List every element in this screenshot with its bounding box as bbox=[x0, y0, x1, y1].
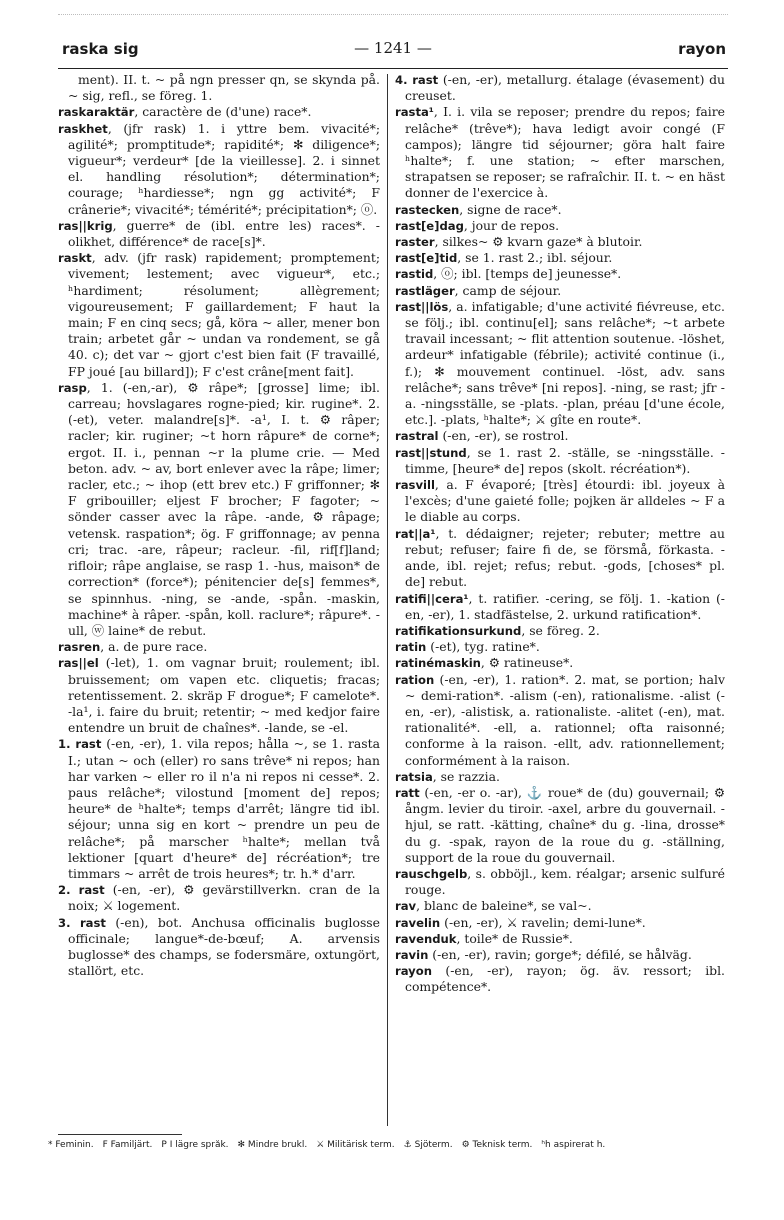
headword: rastläger bbox=[395, 283, 455, 298]
headword: rast||stund bbox=[395, 445, 467, 460]
dictionary-entry: 1. rast (-en, -er), 1. vila repos; hålla ~, se 1. rasta I.; utan ~ och (eller) ro sans trêve* ni repos; han har varken ~ eller ro il n'a ni repos ni cesse*. 2. paus relâche*; vilostund [moment de] repos; heure* de ʰhalte*; temps d'arrêt; längre tid ibl. séjour; unna sig en kort ~ prendre un peu de relâche*; på marscher ʰhalte*; mellan två lektioner [quart d'heure* de] récréation*; tre timmars ~ arrêt de trois heures*; tr. h.* d'arr. bbox=[58, 736, 380, 881]
headword: rast[e]dag bbox=[395, 218, 464, 233]
headword: 4. rast bbox=[395, 73, 439, 87]
dictionary-entry: 2. rast (-en, -er), ⚙ gevärstillverkn. cran de la noix; ⚔ logement. bbox=[58, 882, 380, 914]
headword: ras||krig bbox=[58, 218, 113, 233]
dictionary-entry: rayon (-en, -er), rayon; ög. äv. ressort; ibl. compétence*. bbox=[395, 963, 725, 995]
dictionary-entry: rasp, 1. (-en,-ar), ⚙ râpe*; [grosse] lime; ibl. carreau; hovslagares rogne-pied; kir. rugine*. 2. (-et), veter. malandre[s]*. -a¹, I. t. ⚙ râper; racler; kir. ruginer; ~t horn râpure* de corne*; ergot. II. i., pennan ~r la plume crie. — Med beton. adv. ~ av, bort enlever avec la râpe; limer; racler, etc.; ~ ihop (ett brev etc.) F griffonner; ✻ F gribouiller; eljest F brocher; F fagoter; ~ sönder casser avec la râpe. -ande, ⚙ râpage; vetensk. raspation*; ög. F griffonnage; av penna cri; trac. -are, râpeur; racleur. -fil, rif[f]land; rifloir; râpe anglaise, se rasp 1. -hus, maison* de correction* (force*); pénitencier de[s] femmes*, se spinnhus. -ning, se -ande, -spån. -maskin, machine* à râper. -spån, koll. raclure*; râpure*. -ull, ⓦ laine* de rebut. bbox=[58, 379, 380, 638]
headword: raskt bbox=[58, 251, 92, 266]
dictionary-entry: rasren, a. de pure race. bbox=[58, 639, 208, 655]
dictionary-entry: rastral (-en, -er), se rostrol. bbox=[395, 428, 569, 444]
dictionary-entry: rauschgelb, s. obböjl., kem. réalgar; arsenic sulfuré rouge. bbox=[395, 865, 725, 898]
headword: rastid bbox=[395, 267, 434, 282]
headword: ravelin bbox=[395, 915, 441, 930]
dictionary-entry: ment). II. t. ~ på ngn presser qn, se skynda på. ~ sig, refl., se föreg. 1. bbox=[68, 72, 380, 104]
headword: rastral bbox=[395, 429, 439, 444]
headword: rasta¹ bbox=[395, 105, 434, 120]
legend-item: F Familjärt. bbox=[102, 1140, 153, 1150]
dictionary-entry: rast[e]dag, jour de repos. bbox=[395, 217, 560, 233]
legend-item: P I lägre språk. bbox=[161, 1140, 229, 1150]
headword: raster bbox=[395, 235, 435, 250]
dictionary-entry: rast[e]tid, se 1. rast 2.; ibl. séjour. bbox=[395, 250, 613, 266]
headword: rat||a¹ bbox=[395, 526, 436, 541]
headword: raskhet bbox=[58, 121, 108, 136]
headword: ratifikationsurkund bbox=[395, 623, 522, 638]
headword: 2. rast bbox=[58, 883, 105, 898]
page-number: — 1241 — bbox=[354, 39, 432, 57]
dictionary-entry: rastid, ⓞ; ibl. [temps de] jeunesse*. bbox=[395, 266, 622, 282]
headword: rast||lös bbox=[395, 299, 449, 314]
headword: ravin bbox=[395, 947, 429, 962]
headword: rayon bbox=[395, 964, 432, 979]
dictionary-entry: ravelin (-en, -er), ⚔ ravelin; demi-lune*. bbox=[395, 914, 646, 930]
dictionary-entry: ratinémaskin, ⚙ ratineuse*. bbox=[395, 655, 574, 671]
legend-item: ✻ Mindre brukl. bbox=[237, 1140, 308, 1150]
headword: rasvill bbox=[395, 478, 435, 493]
footnote-rule bbox=[58, 1134, 182, 1135]
dictionary-entry: rasta¹, I. i. vila se reposer; prendre du repos; faire relâche* (trêve*); hava ledigt avoir congé (F campos); längre tid séjourner; göra halt faire ʰhalte*; f. une station; ~ efter marschen, strapatsen se reposer; se rafraîchir. II. t. ~ en häst donner de l'exercice à. bbox=[395, 104, 725, 201]
abbreviation-legend bbox=[48, 1140, 734, 1150]
dictionary-entry: ravin (-en, -er), ravin; gorge*; défilé, se hålväg. bbox=[395, 946, 692, 962]
dictionary-entry: raskhet, (jfr rask) 1. i yttre bem. vivacité*; agilité*; promptitude*; rapidité*; ✻ diligence*; vigueur*; verdeur* [de la vieillesse]. 2. i sinnet el. handling résolution*; détermination*; courage; ʰhardiesse*; ngn gg activité*; F crânerie*; vivacité*; témérité*; précipitation*; ⓞ. bbox=[58, 120, 380, 217]
header-right-guideword: rayon bbox=[678, 40, 726, 58]
dictionary-entry: ratt (-en, -er o. -ar), ⚓ roue* de (du) gouvernail; ⚙ ångm. levier du tiroir. -axel, arbre du gouvernail. -hjul, se ratt. -kätting, chaîne* du g. -lina, drosse* du g. -spak, rayon de la roue du g. -ställning, support de la roue du gouvernail. bbox=[395, 784, 725, 865]
right-column bbox=[395, 72, 725, 1132]
dictionary-entry: raster, silkes~ ⚙ kvarn gaze* à blutoir. bbox=[395, 234, 643, 250]
dictionary-entry: 3. rast (-en), bot. Anchusa officinalis buglosse officinale; langue*-de-bœuf; A. arvensis buglosse* des champs, se fodersmäre, oxtungört, stallört, etc. bbox=[58, 914, 380, 979]
dictionary-entry: rat||a¹, t. dédaigner; rejeter; rebuter; mettre au rebut; refuser; faire fi de, se försmå, förkasta. -ande, ibl. rejet; refus; rebut. -gods, [choses* pl. de] rebut. bbox=[395, 525, 725, 590]
headword: ratsia bbox=[395, 769, 433, 784]
column-divider bbox=[387, 74, 388, 1126]
legend-item: ʰh aspirerat h. bbox=[541, 1140, 606, 1150]
dictionary-entry: rav, blanc de baleine*, se val~. bbox=[395, 898, 592, 914]
dictionary-entry: raskaraktär, caractère de (d'une) race*. bbox=[58, 104, 312, 120]
headword: rav bbox=[395, 899, 417, 914]
headword: ravenduk bbox=[395, 931, 457, 946]
dictionary-entry: rasvill, a. F évaporé; [très] étourdi: ibl. joyeux à l'excès; d'une gaieté folle; pojken är alldeles ~ F a le diable au corps. bbox=[395, 477, 725, 525]
legend-item: ⚓ Sjöterm. bbox=[403, 1140, 453, 1150]
dictionary-entry: rast||stund, se 1. rast 2. -ställe, se -ningsställe. -timme, [heure* de] repos (skolt. récréation*). bbox=[395, 444, 725, 476]
top-dotted-rule bbox=[58, 14, 728, 15]
dictionary-entry: ratin (-et), tyg. ratine*. bbox=[395, 639, 540, 655]
dictionary-entry: ratifikationsurkund, se föreg. 2. bbox=[395, 622, 600, 638]
header-left-guideword: raska sig bbox=[62, 40, 139, 58]
headword: rasp bbox=[58, 380, 87, 395]
legend-item: ⚔ Militärisk term. bbox=[316, 1140, 395, 1150]
headword: rast[e]tid bbox=[395, 251, 458, 266]
headword: 3. rast bbox=[58, 915, 106, 930]
dictionary-entry: ratsia, se razzia. bbox=[395, 768, 500, 784]
dictionary-entry: 4. rast (-en, -er), metallurg. étalage (évasement) du creuset. bbox=[395, 72, 725, 104]
headword: ras||el bbox=[58, 656, 99, 671]
dictionary-entry: ration (-en, -er), 1. ration*. 2. mat, se portion; halv ~ demi-ration*. -alism (-en), rationalisme. -alist (-en, -er), -alistisk, a. rationaliste. -alitet (-en), mat. rationalité*. -ell, a. rationnel; ofta raisonné; conforme à la raison. -ellt, adv. rationnellement; conformément à la raison. bbox=[395, 671, 725, 768]
dictionary-entry: rast||lös, a. infatigable; d'une activité fiévreuse, etc. se följ.; ibl. continu[el]; sans relâche*; ~t arbete travail incessant; ~ flit attention soutenue. -löshet, ardeur* infatigable (fébrile); activité continue (i., f.); ✻ mouvement continuel. -löst, adv. sans relâche*; sans trêve* [ni repos]. -ning, se rast; jfr -a. -ningsställe, se -plats. -plan, préau [d'une école, etc.]. -plats, ʰhalte*; ⚔ gîte en route*. bbox=[395, 298, 725, 428]
headword: rastecken bbox=[395, 202, 460, 217]
headword: ration bbox=[395, 672, 435, 687]
running-head bbox=[58, 34, 728, 69]
dictionary-entry: ratifi||cera¹, t. ratifier. -cering, se följ. 1. -kation (-en, -er), 1. stadfästelse, 2. urkund ratification*. bbox=[395, 590, 725, 622]
dictionary-entry: rastläger, camp de séjour. bbox=[395, 282, 562, 298]
dictionary-entry: ravenduk, toile* de Russie*. bbox=[395, 930, 573, 946]
dictionary-entry: ras||krig, guerre* de (ibl. entre les) races*. -olikhet, différence* de race[s]*. bbox=[58, 217, 380, 250]
headword: rauschgelb bbox=[395, 866, 468, 881]
legend-item: ⚙ Teknisk term. bbox=[461, 1140, 533, 1150]
headword: ratt bbox=[395, 785, 420, 800]
legend-item: * Feminin. bbox=[48, 1140, 94, 1150]
headword: raskaraktär bbox=[58, 105, 135, 120]
dictionary-entry: rastecken, signe de race*. bbox=[395, 201, 562, 217]
headword: rasren bbox=[58, 640, 101, 655]
headword: 1. rast bbox=[58, 737, 102, 752]
left-column bbox=[58, 72, 380, 1132]
headword: ratinémaskin bbox=[395, 656, 481, 671]
dictionary-entry: ras||el (-let), 1. om vagnar bruit; roulement; ibl. bruissement; om vapen etc. cliquetis; fracas; retentissement. 2. skräp F drogue*; F camelote*. -la¹, i. faire du bruit; retentir; ~ med kedjor faire entendre un bruit de chaînes*. -lande, se -el. bbox=[58, 655, 380, 736]
headword: ratin bbox=[395, 640, 427, 655]
headword: ratifi||cera¹ bbox=[395, 591, 469, 606]
dictionary-entry: raskt, adv. (jfr rask) rapidement; promptement; vivement; lestement; avec vigueur*, etc.; ʰhardiment; résolument; allègrement; vigoureusement; F gaillardement; F haut la main; F en cinq secs; gå, köra ~ aller, mener bon train; arbetet går ~ undan va rondement, se gå 40. c); det var ~ gjort c'est bien fait (F travaillé, FP joué [au billard]); F c'est crâne[ment fait]. bbox=[58, 250, 380, 379]
